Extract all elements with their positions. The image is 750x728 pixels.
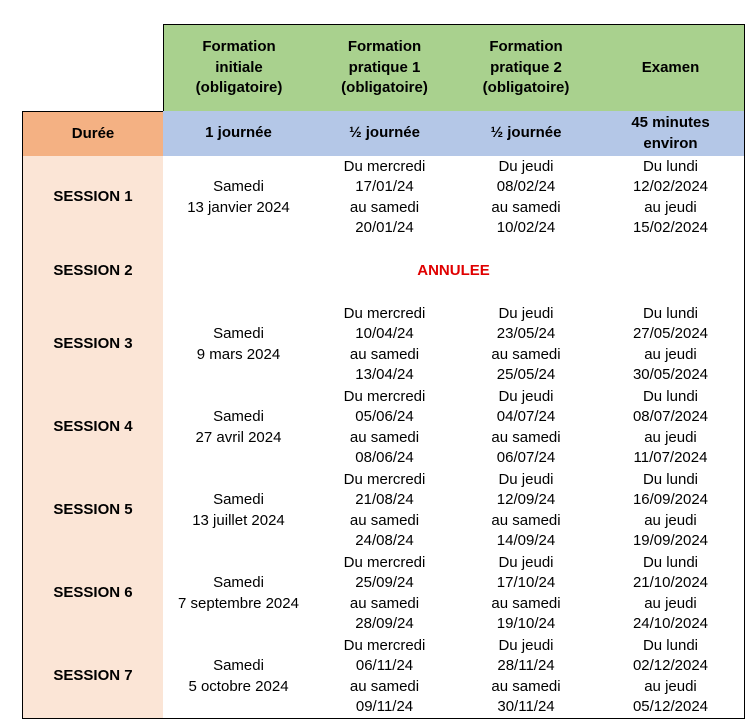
session-label-text: SESSION 5 bbox=[53, 501, 133, 519]
session-examen-cell bbox=[597, 552, 745, 636]
header-examen-text: Examen bbox=[641, 58, 700, 76]
session-examen-cell bbox=[597, 469, 745, 553]
header-formation-pratique-2-text: Formation pratique 2 (obligatoire) bbox=[482, 38, 570, 97]
session-examen-cell-text: Du lundi 12/02/2024 au jeudi 15/02/2024 bbox=[632, 157, 709, 236]
session-examen-cell-text: Du lundi 16/09/2024 au jeudi 19/09/2024 bbox=[632, 470, 709, 549]
session-formation-pratique-2-cell-text: Du jeudi 04/07/24 au samedi 06/07/24 bbox=[491, 387, 561, 466]
session-formation-pratique-2-cell bbox=[455, 635, 598, 719]
session-formation-initiale-cell-text: Samedi 27 avril 2024 bbox=[195, 408, 282, 446]
session-label-text: SESSION 3 bbox=[53, 335, 133, 353]
session-formation-pratique-2-cell bbox=[455, 156, 598, 240]
session-formation-initiale-cell bbox=[163, 552, 315, 636]
session-formation-initiale-cell-text: Samedi 7 septembre 2024 bbox=[178, 574, 299, 612]
session-formation-initiale-cell bbox=[163, 635, 315, 719]
session-label bbox=[22, 552, 164, 636]
session-formation-pratique-1-cell-text: Du mercredi 17/01/24 au samedi 20/01/24 bbox=[343, 157, 426, 236]
session-label bbox=[22, 303, 164, 387]
session-examen-cell bbox=[597, 635, 745, 719]
session-examen-cell bbox=[597, 386, 745, 470]
session-formation-pratique-1-cell-text: Du mercredi 10/04/24 au samedi 13/04/24 bbox=[343, 304, 426, 383]
session-formation-pratique-2-cell-text: Du jeudi 17/10/24 au samedi 19/10/24 bbox=[491, 553, 561, 632]
session-label bbox=[22, 635, 164, 719]
session-label-text: SESSION 1 bbox=[53, 188, 133, 206]
session-formation-pratique-1-cell bbox=[314, 469, 456, 553]
session-formation-initiale-cell-text: Samedi 13 juillet 2024 bbox=[192, 491, 285, 529]
duration-examen bbox=[597, 111, 745, 157]
session-formation-pratique-1-cell bbox=[314, 303, 456, 387]
duration-pratique-1 bbox=[314, 111, 456, 157]
session-examen-cell-text: Du lundi 08/07/2024 au jeudi 11/07/2024 bbox=[632, 387, 709, 466]
session-label-text: SESSION 6 bbox=[53, 584, 133, 602]
header-formation-pratique-1-text: Formation pratique 1 (obligatoire) bbox=[341, 38, 428, 97]
session-label-text: SESSION 2 bbox=[53, 261, 133, 279]
session-formation-pratique-1-cell-text: Du mercredi 21/08/24 au samedi 24/08/24 bbox=[343, 470, 426, 549]
session-examen-cell bbox=[597, 156, 745, 240]
header-examen bbox=[597, 24, 745, 112]
session-formation-pratique-1-cell bbox=[314, 386, 456, 470]
session-formation-pratique-1-cell bbox=[314, 156, 456, 240]
header-formation-pratique-2 bbox=[455, 24, 598, 112]
session-formation-pratique-2-cell-text: Du jeudi 23/05/24 au samedi 25/05/24 bbox=[491, 304, 561, 383]
annulee-cell bbox=[163, 239, 745, 304]
session-examen-cell bbox=[597, 303, 745, 387]
session-formation-pratique-2-cell bbox=[455, 552, 598, 636]
duration-initiale bbox=[163, 111, 315, 157]
session-formation-initiale-cell-text: Samedi 13 janvier 2024 bbox=[187, 178, 290, 216]
header-formation-initiale bbox=[163, 24, 315, 112]
duration-pratique-2 bbox=[455, 111, 598, 157]
session-formation-pratique-2-cell-text: Du jeudi 28/11/24 au samedi 30/11/24 bbox=[491, 636, 561, 715]
header-formation-pratique-1 bbox=[314, 24, 456, 112]
duration-label bbox=[22, 111, 164, 157]
session-label bbox=[22, 239, 164, 304]
duration-pratique-1-text: ½ journée bbox=[349, 124, 420, 142]
session-formation-initiale-cell bbox=[163, 469, 315, 553]
session-formation-pratique-2-cell-text: Du jeudi 12/09/24 au samedi 14/09/24 bbox=[491, 470, 561, 549]
session-label bbox=[22, 469, 164, 553]
session-formation-pratique-1-cell-text: Du mercredi 06/11/24 au samedi 09/11/24 bbox=[343, 636, 426, 715]
session-formation-pratique-2-cell bbox=[455, 303, 598, 387]
session-label bbox=[22, 156, 164, 240]
session-formation-pratique-1-cell-text: Du mercredi 25/09/24 au samedi 28/09/24 bbox=[343, 553, 426, 632]
header-formation-initiale-text: Formation initiale (obligatoire) bbox=[195, 38, 283, 97]
session-label bbox=[22, 386, 164, 470]
session-examen-cell-text: Du lundi 21/10/2024 au jeudi 24/10/2024 bbox=[632, 553, 709, 632]
duration-examen-text: 45 minutes environ bbox=[631, 114, 710, 152]
duration-initiale-text: 1 journée bbox=[205, 124, 272, 142]
session-formation-initiale-cell bbox=[163, 386, 315, 470]
session-formation-pratique-2-cell-text: Du jeudi 08/02/24 au samedi 10/02/24 bbox=[491, 157, 561, 236]
session-formation-initiale-cell bbox=[163, 303, 315, 387]
session-formation-pratique-1-cell bbox=[314, 552, 456, 636]
session-examen-cell-text: Du lundi 27/05/2024 au jeudi 30/05/2024 bbox=[632, 304, 709, 383]
duration-label-text: Durée bbox=[71, 124, 115, 142]
session-formation-pratique-2-cell bbox=[455, 469, 598, 553]
session-formation-initiale-cell bbox=[163, 156, 315, 240]
session-examen-cell-text: Du lundi 02/12/2024 au jeudi 05/12/2024 bbox=[632, 636, 709, 715]
duration-pratique-2-text: ½ journée bbox=[490, 124, 562, 142]
session-formation-pratique-1-cell bbox=[314, 635, 456, 719]
session-formation-initiale-cell-text: Samedi 9 mars 2024 bbox=[196, 325, 281, 363]
session-label-text: SESSION 4 bbox=[53, 418, 133, 436]
session-formation-pratique-2-cell bbox=[455, 386, 598, 470]
annulee-cell-text: ANNULEE bbox=[417, 261, 490, 279]
session-formation-initiale-cell-text: Samedi 5 octobre 2024 bbox=[188, 657, 289, 695]
session-label-text: SESSION 7 bbox=[53, 667, 133, 685]
session-formation-pratique-1-cell-text: Du mercredi 05/06/24 au samedi 08/06/24 bbox=[343, 387, 426, 466]
